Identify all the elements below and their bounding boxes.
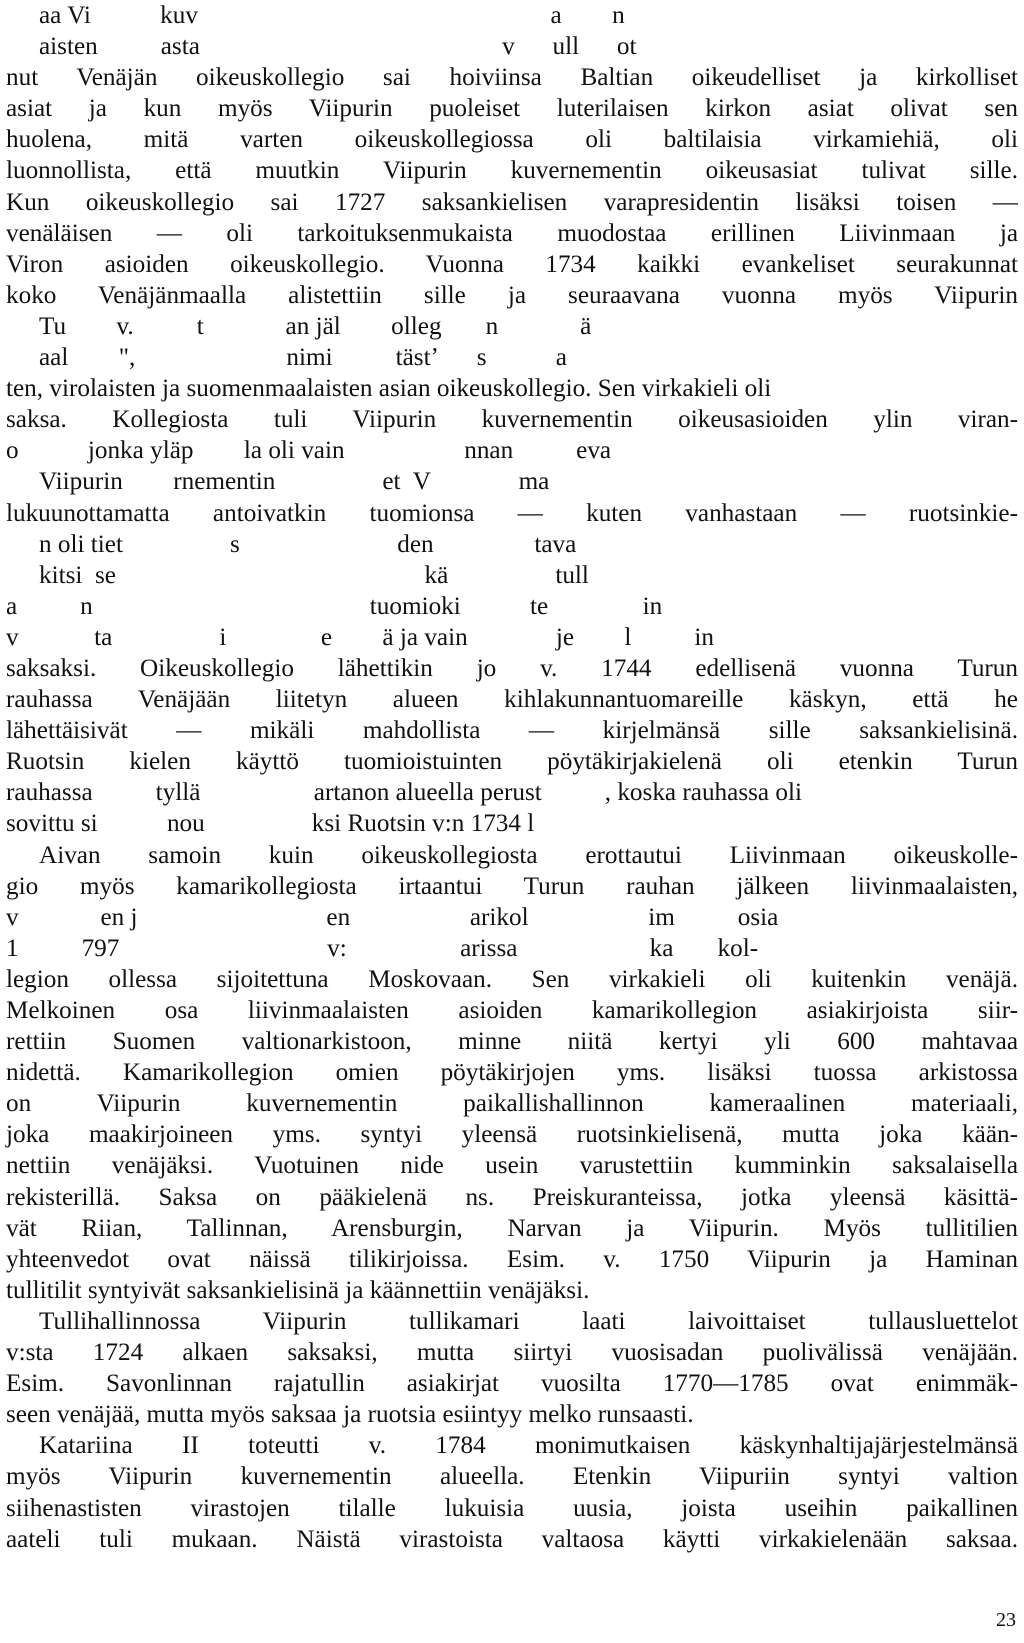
text-line: legion ollessa sijoitettuna Moskovaan. Sen virkakieli oli kuitenkin venäjä. xyxy=(6,965,1018,993)
text-line: tullitilit syntyivät saksankielisinä ja käännettiin venäjäksi. xyxy=(6,1276,590,1304)
text-line: koko Venäjänmaalla alistettiin sille ja seuraavana vuonna myös Viipurin xyxy=(6,281,1018,309)
text-line: sovittu si nou ksi Ruotsin v:n 1734 l xyxy=(6,810,535,838)
text-line: Viron asioiden oikeuskollegio. Vuonna 1734 kaikki evankeliset seurakunnat xyxy=(6,250,1018,278)
text-line: Katariina II toteutti v. 1784 monimutkaisen käskynhaltijajärjestelmänsä xyxy=(39,1432,1018,1460)
text-line: venäläisen — oli tarkoituksenmukaista muodostaa erillinen Liivinmaan ja xyxy=(6,219,1018,247)
text-line: myös Viipurin kuvernementin alueella. Etenkin Viipuriin syntyi valtion xyxy=(6,1463,1018,1491)
text-line: aisten asta v ull ot xyxy=(39,33,637,61)
text-line: kitsi se kä tull xyxy=(39,561,589,589)
text-line: v en j en arikol im osia xyxy=(6,903,779,931)
body-text xyxy=(6,0,1018,1555)
text-line: asiat ja kun myös Viipurin puoleiset luterilaisen kirkon asiat olivat sen xyxy=(6,95,1018,123)
text-line: lukuunottamatta antoivatkin tuomionsa — kuten vanhastaan — ruotsinkie- xyxy=(6,499,1018,527)
text-line: 1 797 v: arissa ka kol- xyxy=(6,934,759,962)
text-line: aal ", nimi tästʼ s a xyxy=(39,344,567,372)
text-line: Esim. Savonlinnan rajatullin asiakirjat vuosilta 1770—1785 ovat enimmäk- xyxy=(6,1370,1018,1398)
text-line: o jonka yläp la oli vain nnan eva xyxy=(6,437,612,465)
text-line: siihenastisten virastojen tilalle lukuisia uusia, joista useihin paikallinen xyxy=(6,1494,1018,1522)
text-line: nut Venäjän oikeuskollegio sai hoiviinsa Baltian oikeudelliset ja kirkolliset xyxy=(6,64,1018,92)
text-line: Melkoinen osa liivinmaalaisten asioiden kamarikollegion asiakirjoista siir- xyxy=(6,997,1018,1024)
text-line: yhteenvedot ovat näissä tilikirjoissa. Esim. v. 1750 Viipurin ja Haminan xyxy=(6,1245,1018,1273)
text-line: vät Riian, Tallinnan, Arensburgin, Narvan ja Viipurin. Myös tullitilien xyxy=(6,1214,1018,1242)
text-line: v:sta 1724 alkaen saksaksi, mutta siirtyi vuosisadan puolivälissä venäjään. xyxy=(6,1339,1018,1367)
text-line: rauhassa tyllä artanon alueella perust , koska rauhassa oli xyxy=(6,779,803,807)
text-line: Kun oikeuskollegio sai 1727 saksankielisen varapresidentin lisäksi toisen — xyxy=(6,188,1018,216)
text-line: gio myös kamarikollegiosta irtaantui Turun rauhan jälkeen liivinmaalaisten, xyxy=(6,872,1018,900)
text-line: on Viipurin kuvernementin paikallishallinnon kameraalinen materiaali, xyxy=(6,1090,1018,1118)
text-line: luonnollista, että muutkin Viipurin kuvernementin oikeusasiat tulivat sille. xyxy=(6,157,1018,185)
text-line: Aivan samoin kuin oikeuskollegiosta erottautui Liivinmaan oikeuskolle- xyxy=(39,841,1018,869)
text-line: joka maakirjoineen yms. syntyi yleensä ruotsinkielisenä, mutta joka kään- xyxy=(6,1121,1018,1149)
text-line: aateli tuli mukaan. Näistä virastoista valtaosa käytti virkakielenään saksaa. xyxy=(6,1525,1018,1553)
text-line: seen venäjää, mutta myös saksaa ja ruotsia esiintyy melko runsaasti. xyxy=(6,1401,694,1429)
text-line: rekisterillä. Saksa on pääkielenä ns. Preiskuranteissa, jotka yleensä käsittä- xyxy=(6,1183,1018,1211)
text-line: Viipurin rnementin et V ma xyxy=(39,468,550,496)
text-line: n oli tiet s den tava xyxy=(39,530,577,558)
text-line: ten, virolaisten ja suomenmaalaisten asian oikeuskollegio. Sen virkakieli oli xyxy=(6,375,772,403)
text-line: v ta i e ä ja vain je l in xyxy=(6,623,714,651)
text-line: saksa. Kollegiosta tuli Viipurin kuvernementin oikeusasioiden ylin viran- xyxy=(6,406,1018,434)
text-line: Tu v. t an jäl olleg n ä xyxy=(39,312,592,340)
text-line: saksaksi. Oikeuskollegio lähettikin jo v. 1744 edellisenä vuonna Turun xyxy=(6,654,1018,682)
text-line: nettiin venäjäksi. Vuotuinen nide usein varustettiin kumminkin saksalaisella xyxy=(6,1152,1018,1180)
text-line: nidettä. Kamarikollegion omien pöytäkirjojen yms. lisäksi tuossa arkistossa xyxy=(6,1059,1018,1087)
text-line: a n tuomioki te in xyxy=(6,592,663,620)
text-line: rettiin Suomen valtionarkistoon, minne niitä kertyi yli 600 mahtavaa xyxy=(6,1028,1018,1056)
text-line: Tullihallinnossa Viipurin tullikamari laati laivoittaiset tullausluettelot xyxy=(39,1307,1018,1335)
text-line: huolena, mitä varten oikeuskollegiossa oli baltilaisia virkamiehiä, oli xyxy=(6,126,1018,154)
page-number: 23 xyxy=(996,1609,1016,1631)
text-line: rauhassa Venäjään liitetyn alueen kihlakunnantuomareille käskyn, että he xyxy=(6,686,1018,714)
text-line: aa Vi kuv a n xyxy=(39,2,625,29)
text-line: lähettäisivät — mikäli mahdollista — kirjelmänsä sille saksankielisinä. xyxy=(6,717,1018,745)
text-line: Ruotsin kielen käyttö tuomioistuinten pöytäkirjakielenä oli etenkin Turun xyxy=(6,748,1018,776)
